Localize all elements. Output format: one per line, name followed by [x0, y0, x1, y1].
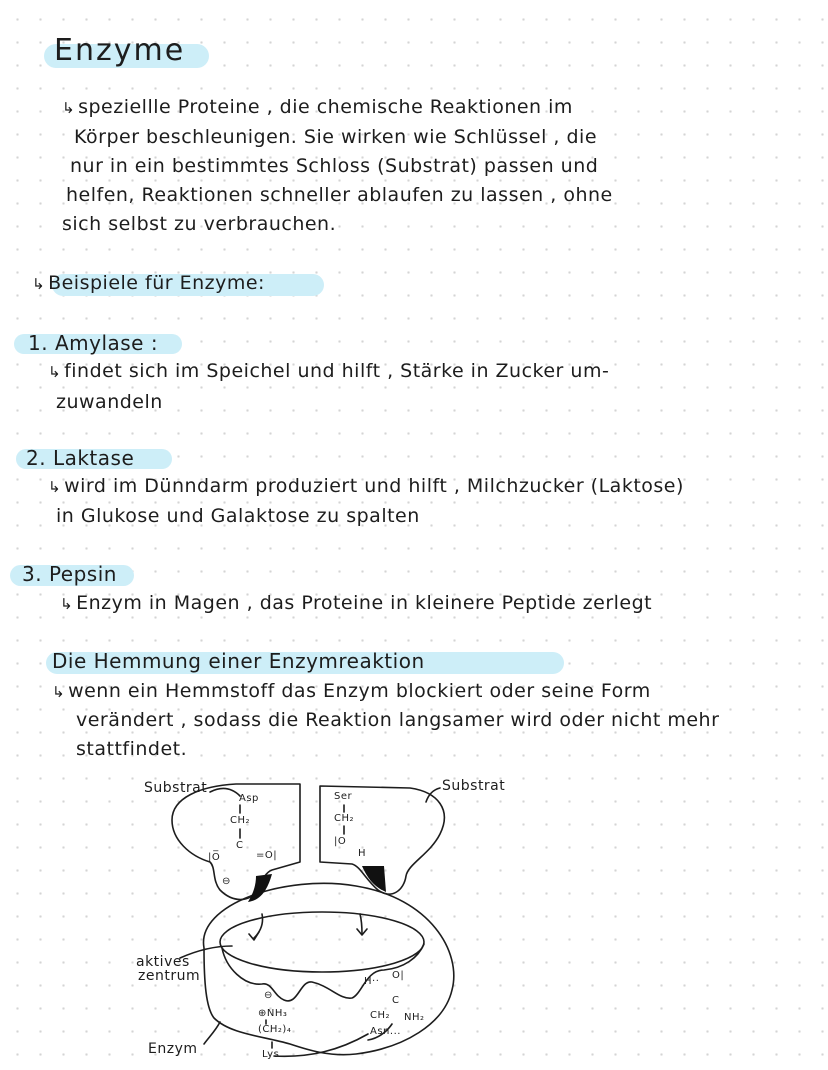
example-title-laktase: 2. Laktase	[26, 446, 135, 470]
chem-ch2n: (CH₂)₄	[258, 1024, 292, 1035]
chem-ch2-ser: CH₂	[334, 813, 355, 824]
amylase-text: findet sich im Speichel und hilft , Stärke in Zucker um-	[64, 360, 610, 382]
inhibition-line-2: verändert , sodass die Reaktion langsamer wird oder nicht mehr	[76, 709, 720, 731]
chem-c-asn: C	[392, 995, 400, 1006]
inhibition-text: wenn ein Hemmstoff das Enzym blockiert oder seine Form	[68, 680, 651, 702]
pepsin-text: Enzym in Magen , das Proteine in kleinere Peptide zerlegt	[76, 592, 653, 614]
example-title-pepsin: 3. Pepsin	[22, 562, 117, 586]
chem-nh2: NH₂	[404, 1012, 425, 1023]
arrow-left-head	[249, 932, 259, 940]
arrow-icon: ↳	[60, 595, 74, 613]
chem-asp: Asp	[239, 793, 259, 804]
lys-bracket	[274, 1034, 368, 1056]
chem-h-dots: H··	[364, 976, 380, 987]
intro-line-4: helfen, Reaktionen schneller ablaufen zu lassen , ohne	[66, 184, 613, 206]
substrate-left-block	[248, 874, 272, 902]
intro-line-5: sich selbst zu verbrauchen.	[62, 213, 337, 235]
leader-enzyme	[204, 1022, 220, 1044]
chem-asn: Asn...	[370, 1026, 401, 1037]
enzyme-outline	[204, 883, 454, 1054]
arrow-right-path	[360, 914, 362, 934]
chem-ser: Ser	[334, 791, 353, 802]
arrow-icon: ↳	[62, 99, 76, 117]
chem-ch2-asp: CH₂	[230, 815, 251, 826]
label-substrate-left: Substrat	[144, 780, 208, 796]
leader-substrate-left	[210, 789, 240, 796]
chem-lys: Lys	[262, 1049, 280, 1060]
chem-nh3: ⊕NH₃	[258, 1008, 288, 1019]
intro-line-2: Körper beschleunigen. Sie wirken wie Schlüssel , die	[74, 126, 598, 148]
arrow-icon: ↳	[48, 478, 62, 496]
chem-charge-left: ⊖	[222, 876, 231, 887]
label-active-site-1: aktives	[136, 954, 190, 970]
arrow-icon: ↳	[48, 363, 62, 381]
examples-heading-text: Beispiele für Enzyme:	[48, 272, 265, 294]
arrow-icon: ↳	[32, 275, 46, 293]
laktase-line-2: in Glukose und Galaktose zu spalten	[56, 505, 420, 527]
inhibition-heading: Die Hemmung einer Enzymreaktion	[52, 649, 425, 673]
chem-o-asn: O|	[392, 970, 405, 981]
page-title: Enzyme	[54, 33, 186, 68]
inhibition-line-3: stattfindet.	[76, 738, 188, 760]
amylase-line-2: zuwandeln	[56, 391, 163, 413]
chem-o-right: =O|	[256, 850, 278, 861]
chem-h-ser: H	[358, 848, 367, 859]
chem-ch2-asn: CH₂	[370, 1010, 391, 1021]
chem-o-ser: |O	[334, 836, 347, 847]
intro-line-3: nur in ein bestimmtes Schloss (Substrat) passen und	[70, 155, 599, 177]
enzyme-bowl-rim	[220, 912, 424, 972]
intro-text: speziellle Proteine , die chemische Reaktionen im	[78, 96, 573, 118]
label-enzyme: Enzym	[148, 1041, 198, 1057]
laktase-text: wird im Dünndarm produziert und hilft , Milchzucker (Laktose)	[64, 475, 684, 497]
chem-o-left: |O̅	[208, 852, 221, 863]
chem-c: C	[236, 840, 244, 851]
arrow-icon: ↳	[52, 683, 66, 701]
chem-charge-mid: ⊖	[264, 990, 273, 1001]
label-substrate-right: Substrat	[442, 778, 506, 794]
label-active-site-2: zentrum	[138, 968, 201, 984]
example-title-amylase: 1. Amylase :	[28, 331, 159, 355]
